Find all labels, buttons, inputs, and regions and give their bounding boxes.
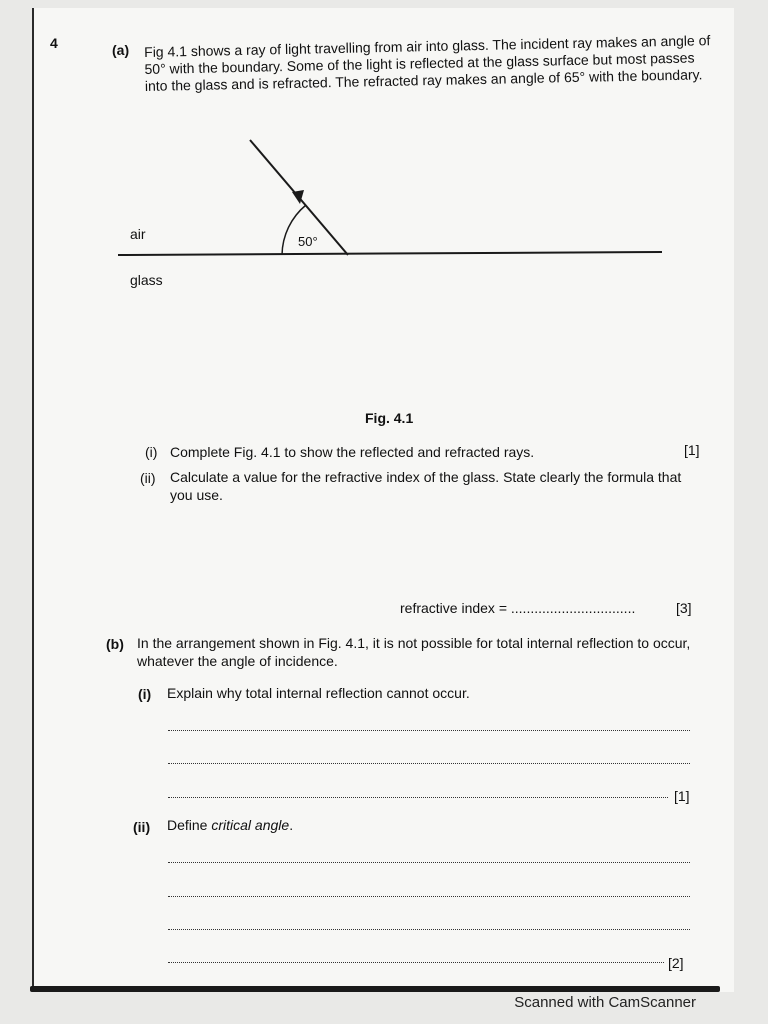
figure-4-1 — [0, 130, 768, 280]
page-bottom-edge — [30, 986, 720, 992]
answer-line[interactable] — [168, 929, 690, 930]
part-a-ii-marks: [3] — [676, 600, 692, 616]
part-a-text: Fig 4.1 shows a ray of light travelling from air into glass. The incident ray makes an angle of 50° with the boundary. Some of the light is reflected at the glass surface but most passes into the glass and is refracted. The refracted ray makes an angle of 65° with the boundary. — [144, 32, 711, 94]
answer-line[interactable] — [168, 862, 690, 863]
answer-line[interactable] — [168, 962, 664, 963]
part-a-i-marks: [1] — [684, 442, 700, 458]
glass-label: glass — [130, 272, 163, 288]
part-b-i-label: (i) — [138, 686, 152, 702]
answer-line[interactable] — [168, 730, 690, 731]
part-b-ii-text — [167, 817, 293, 833]
question-number: 4 — [50, 35, 58, 51]
part-b-ii-label: (ii) — [133, 819, 151, 835]
answer-line[interactable] — [168, 763, 690, 764]
part-b-i-text: Explain why total internal reflection cannot occur. — [167, 685, 470, 701]
figure-caption: Fig. 4.1 — [365, 410, 414, 426]
refractive-index-answer: refractive index = ................................ — [400, 600, 636, 616]
part-a-i-text: Complete Fig. 4.1 to show the reflected and refracted rays. — [170, 444, 535, 460]
critical-angle-term: critical angle — [211, 817, 290, 833]
part-b-i-marks: [1] — [674, 788, 690, 804]
part-b-text: In the arrangement shown in Fig. 4.1, it is not possible for total internal reflection to occur, whatever the angle of incidence. — [137, 635, 691, 669]
answer-line[interactable] — [168, 797, 668, 798]
answer-line[interactable] — [168, 896, 690, 897]
part-a-ii-text: Calculate a value for the refractive index of the glass. State clearly the formula that you use. — [170, 469, 682, 503]
part-a-ii-label: (ii) — [140, 470, 156, 486]
boundary-line — [118, 252, 662, 255]
part-a-i-label: (i) — [145, 444, 158, 460]
part-a-label: (a) — [112, 42, 130, 58]
part-b-ii-marks: [2] — [668, 955, 684, 971]
part-b-ii-prefix: Define — [167, 817, 212, 833]
part-b-label: (b) — [106, 636, 124, 652]
part-b-ii-suffix: . — [289, 817, 294, 833]
angle-label: 50° — [298, 234, 318, 249]
scanner-watermark: Scanned with CamScanner — [514, 994, 696, 1011]
air-label: air — [130, 226, 146, 242]
